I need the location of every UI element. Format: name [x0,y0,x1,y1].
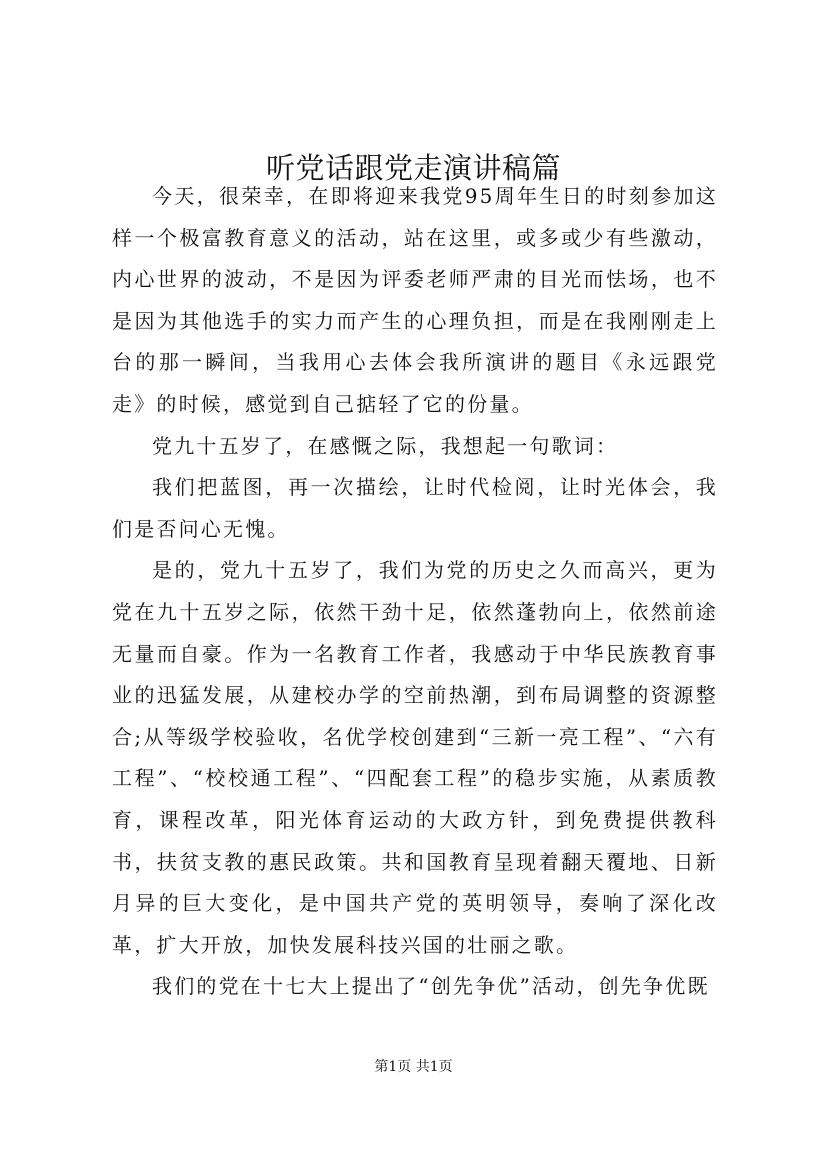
paragraph: 是的，党九十五岁了，我们为党的历史之久而高兴，更为党在九十五岁之际，依然干劲十足，依然蓬勃向上，依然前途无量而自豪。作为一名教育工作者，我感动于中华民族教育事业的迅猛发展，从建校办学的空前热潮，到布局调整的资源整合;从等级学校验收，名优学校创建到“三新一亮工程”、“六有工程”、“校校通工程”、“四配套工程”的稳步实施，从素质教育，课程改革，阳光体育运动的大政方针，到免费提供教科书，扶贫支教的惠民政策。共和国教育呈现着翻天覆地、日新月异的巨大变化，是中国共产党的英明领导，奏响了深化改革，扩大开放，加快发展科技兴国的壮丽之歌。 [112,558,718,957]
document-title: 听党话跟党走演讲稿篇 [265,151,561,185]
page-indicator: 第1页 共1页 [374,1059,453,1075]
paragraph: 党九十五岁了，在感慨之际，我想起一句歌词： [152,433,619,458]
document-body [112,176,718,1008]
paragraph: 我们把蓝图，再一次描绘，让时代检阅，让时光体会，我们是否问心无愧。 [112,475,718,541]
paragraph: 今天，很荣幸，在即将迎来我党95周年生日的时刻参加这样一个极富教育意义的活动，站在这里，或多或少有些激动，内心世界的波动，不是因为评委老师严肃的目光而怯场，也不是因为其他选手的实力而产生的心理负担，而是在我刚刚走上台的那一瞬间，当我用心去体会我所演讲的题目《永远跟党走》的时候，感觉到自己掂轻了它的份量。 [112,184,718,416]
paragraph-truncated: 我们的党在十七大上提出了“创先争优”活动，创先争优既 [152,974,710,999]
